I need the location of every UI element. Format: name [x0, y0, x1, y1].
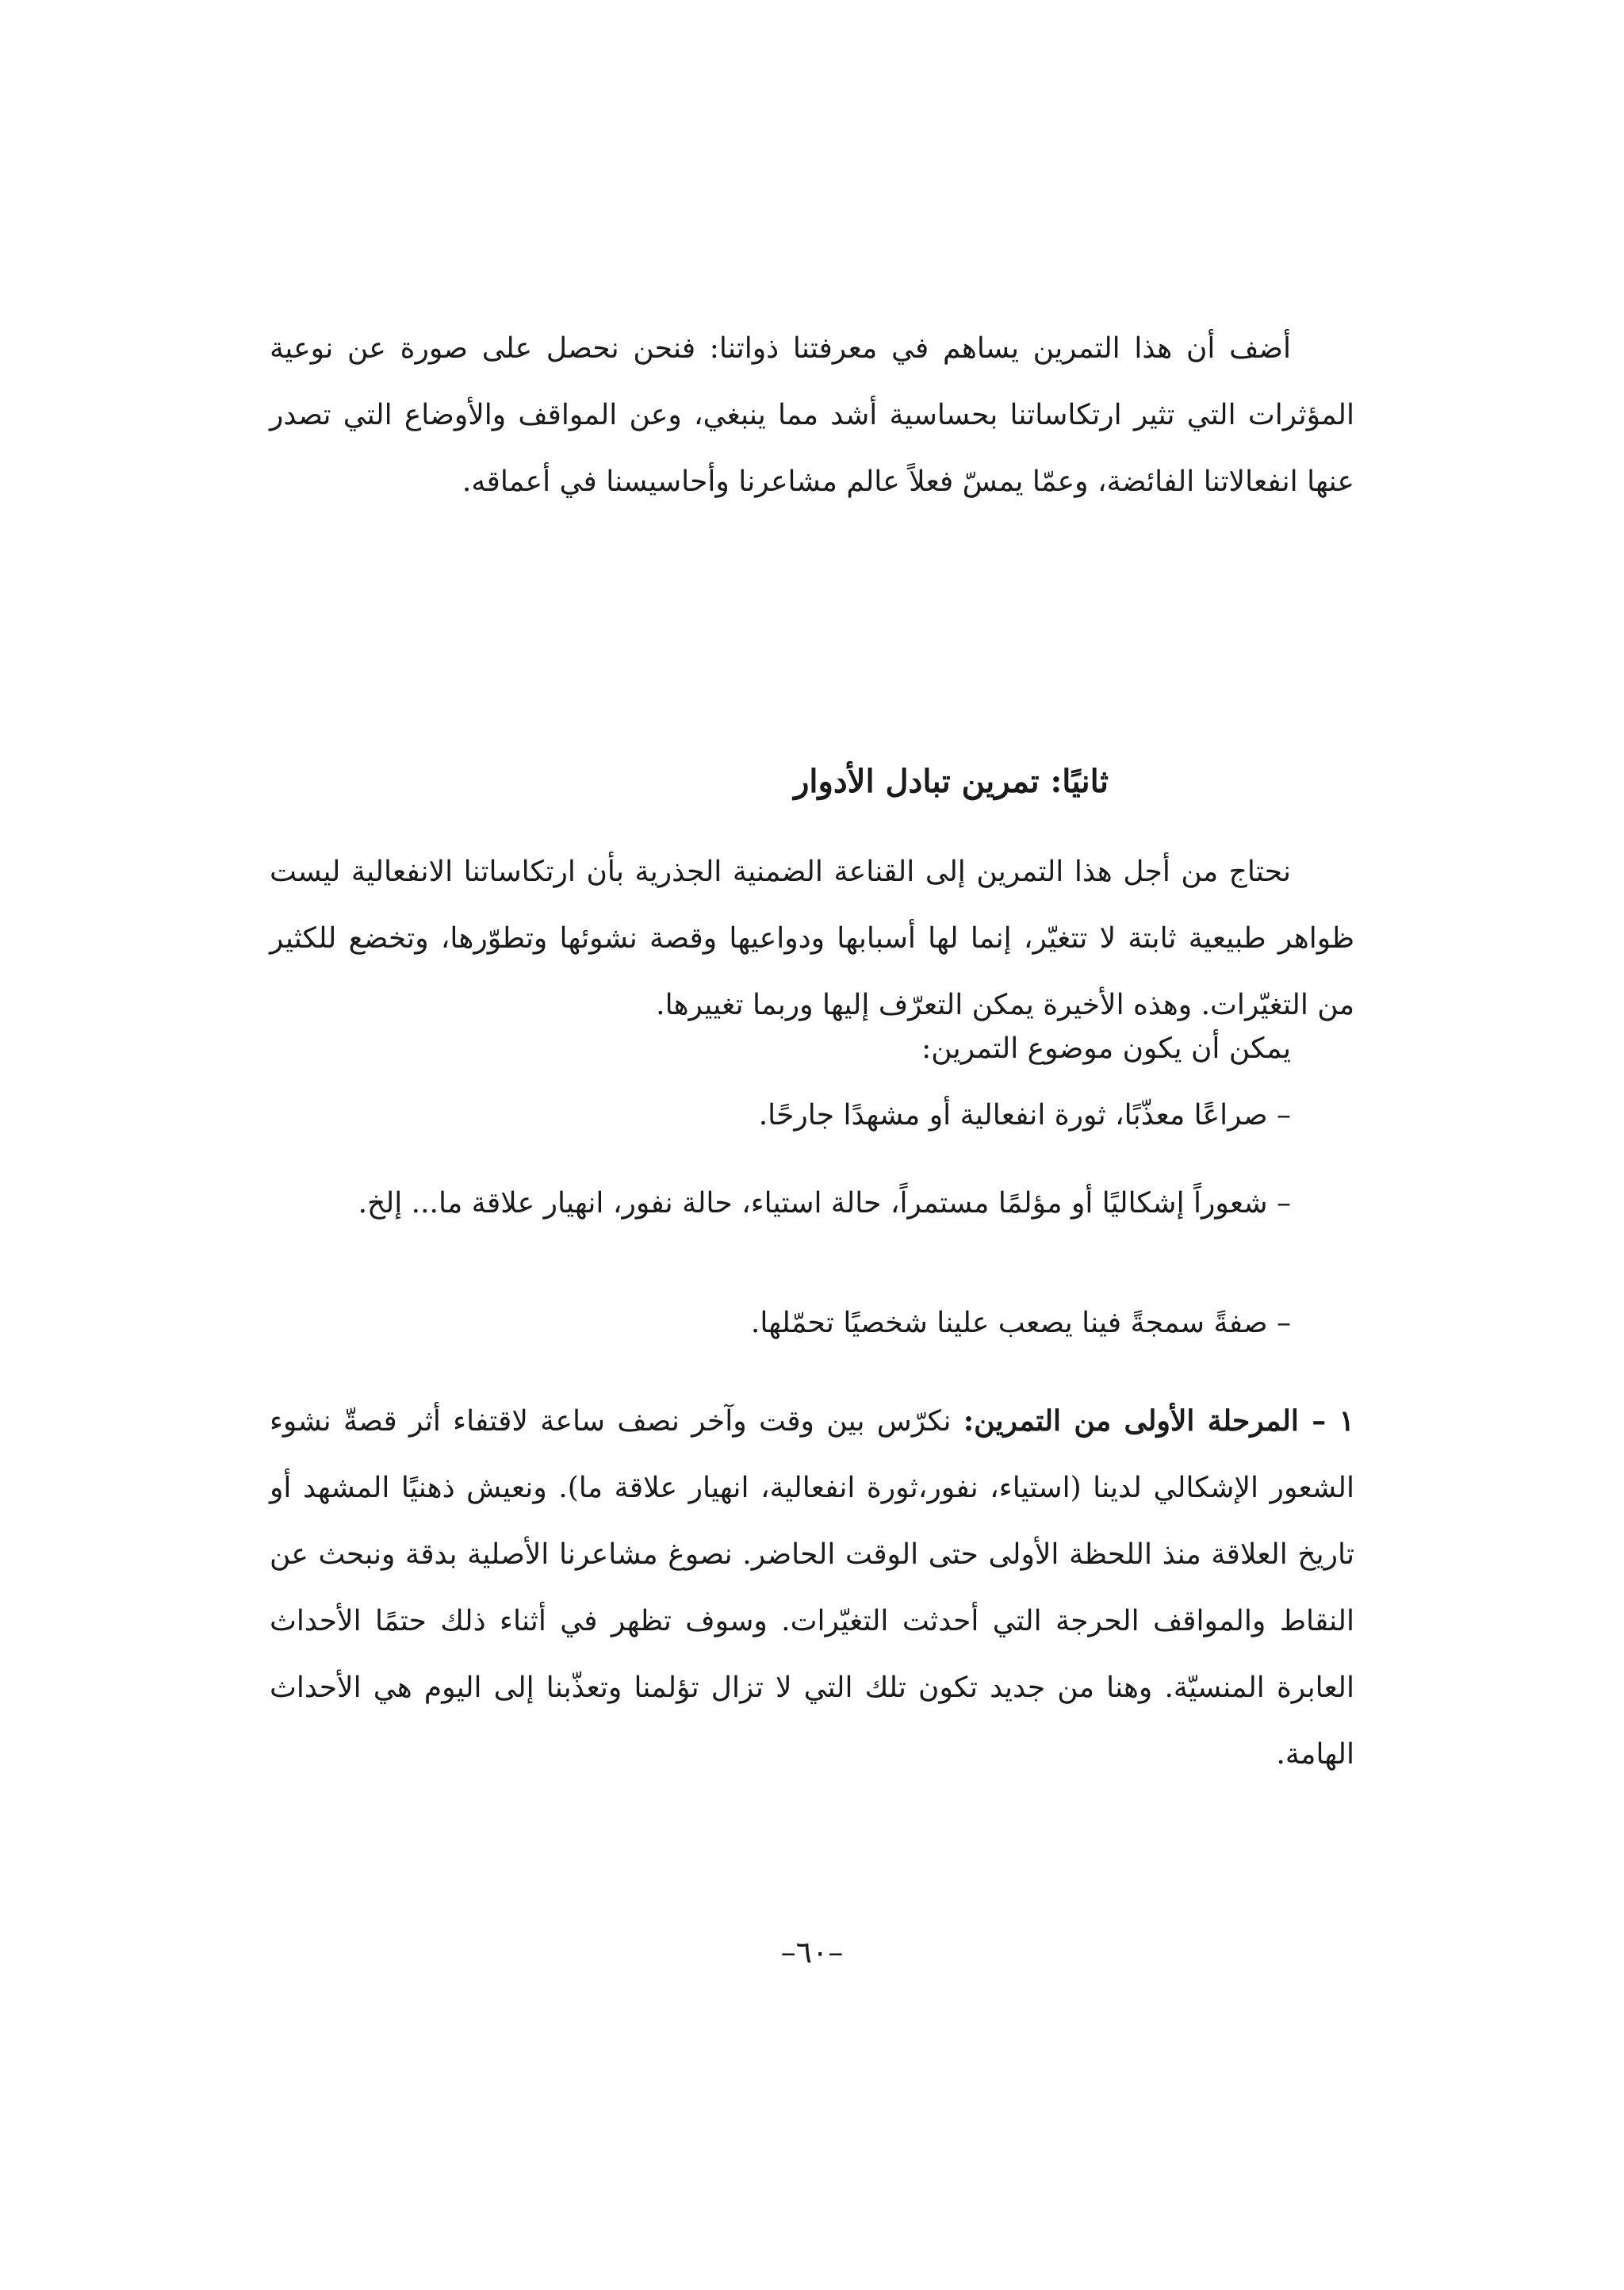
paragraph-self-knowledge: أضف أن هذا التمرين يساهم في معرفتنا ذواتنا: فنحن نحصل على صورة عن نوعية المؤثرات التي تثير ارتكاساتنا بحساسية أشد مما ينبغي، وعن المواقف والأوضاع التي تصدر عنها انفعالاتنا الفائضة، وعمّا يمسّ فعلاً عالم مشاعرنا وأحاسيسنا في أعماقه.: [270, 332, 1354, 498]
exercise-topic-intro: يمكن أن يكون موضوع التمرين:: [921, 1032, 1291, 1065]
section-heading: ثانيًا: تمرين تبادل الأدوار: [794, 763, 1109, 800]
first-stage-body: نكرّس بين وقت وآخر نصف ساعة لاقتفاء أثر قصةّ نشوء الشعور الإشكالي لدينا (استياء، نفور،ثورة انفعالية، انهيار علاقة ما). ونعيش ذهنيًا المشهد أو تاريخ العلاقة منذ اللحظة الأولى حتى الوقت الحاضر. نصوغ مشاعرنا الأصلية بدقة ونبحث عن النقاط والمواقف الحرجة التي أحدثت التغيّرات. وسوف تظهر في أثناء ذلك حتمًا الأحداث العابرة المنسيّة. وهنا من جديد تكون تلك التي لا تزال تؤلمنا وتعذّبنا إلى اليوم هي الأحداث الهامة.: [270, 1405, 1354, 1771]
document-page: [270, 0, 1354, 2290]
first-stage-title: ١ – المرحلة الأولى من التمرين:: [963, 1404, 1355, 1438]
list-item-unpleasant-trait: – صفةً سمجةً فينا يصعب علينا شخصيًا تحمّلها.: [750, 1307, 1291, 1339]
paragraph-exercise-premise: نحتاج من أجل هذا التمرين إلى القناعة الضمنية الجذرية بأن ارتكاساتنا الانفعالية ليست ظواهر طبيعية ثابتة لا تتغيّر، إنما لها أسبابها ودواعيها وقصة نشوئها وتطوّرها، وتخضع للكثير من التغيّرات. وهذه الأخيرة يمكن التعرّف إليها وربما تغييرها.: [270, 856, 1354, 1021]
list-item-conflict: – صراعًا معذّبًا، ثورة انفعالية أو مشهدًا جارحًا.: [758, 1099, 1291, 1132]
page-number: –٦٠–: [780, 1935, 844, 1970]
paragraph-first-stage: [270, 1388, 1354, 1788]
list-item-problematic-feeling: – شعوراً إشكاليًا أو مؤلمًا مستمراً، حالة استياء، حالة نفور، انهيار علاقة ما... إلخ.: [358, 1187, 1291, 1220]
